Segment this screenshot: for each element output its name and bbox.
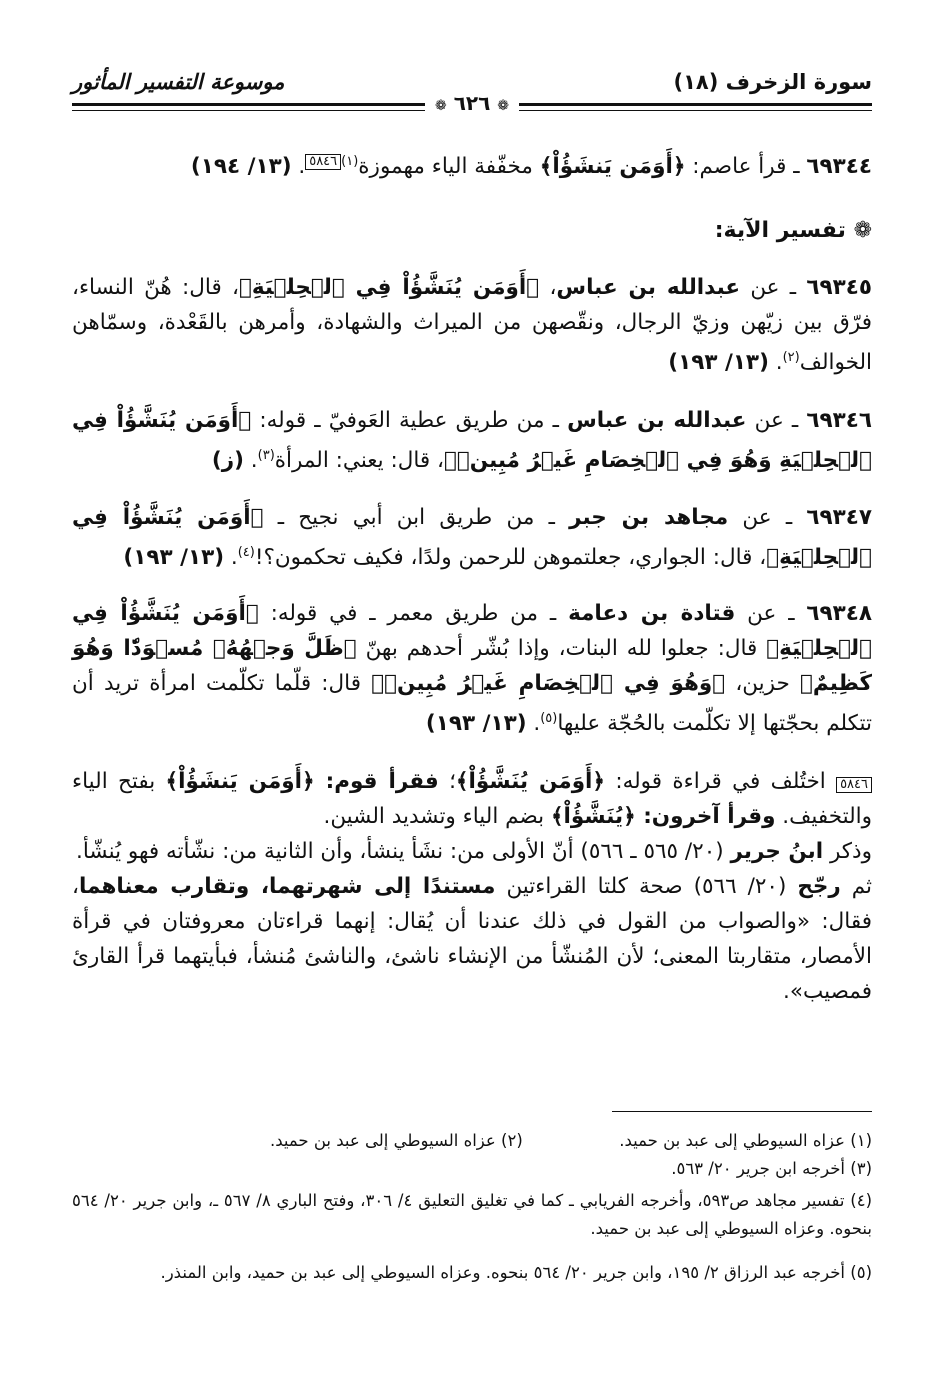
footnote-separator: [612, 1111, 872, 1112]
footnote-4: (٤) تفسير مجاهد ص٥٩٣، وأخرجه الفريابي ـ كما في تغليق التعليق ٤/ ٣٠٦، وفتح الباري ٨/ ٥٦٧ ـ، وابن جرير ٢٠/ ٥٦٤ بنحوه. وعزاه السيوطي إلى عبد بن حميد.: [72, 1191, 873, 1238]
note-paragraph-2: [72, 834, 872, 869]
note-text: اختُلف في قراءة قوله:: [605, 769, 837, 794]
page-number-value: ٦٢٦: [453, 91, 491, 115]
entry-number: ٦٩٣٤٨: [806, 601, 873, 626]
entry-number: ٦٩٣٤٧: [806, 505, 873, 530]
footnote-ref: (٢): [782, 350, 800, 365]
entry-number: ٦٩٣٤٥: [806, 275, 872, 300]
narrator-name: مجاهد بن جبر: [569, 505, 729, 530]
page-number-container: [0, 91, 944, 115]
running-header-surah: سورة الزخرف (١٨): [673, 70, 872, 94]
footnote-ref: (١): [341, 154, 359, 169]
footnote-ref: (٥): [540, 711, 558, 726]
flower-ornament-icon: ❁: [853, 218, 872, 243]
entry-text: مخفّفة الياء مهموزة: [358, 154, 540, 180]
section-title: [715, 218, 872, 243]
narrator-name: عبدالله بن عباس: [567, 408, 747, 433]
footnote-3: (٣) أخرجه ابن جرير ٢٠/ ٥٦٣.: [671, 1159, 872, 1178]
section-title-text: تفسير الآية:: [714, 218, 846, 243]
entry-69348: ٦٩٣٤٨ ـ عن قتادة بن دعامة ـ من طريق معمر ـ في قوله: ﴿أَوَمَن يُنَشَّؤُاْ فِي ٱلۡحِلۡيَةِ﴾ قال: جعلوا لله البنات، وإذا بُشّر أحدهم بهنّ ﴿ظَلَّ وَجۡهُهُۥ مُسۡوَدّٗا وَهُوَ كَظِيمٌ﴾ حزين، ﴿وَهُوَ فِي ٱلۡخِصَامِ غَيۡرُ مُبِينٖ﴾ قال: قلّما تكلّمت امرأة تريد أن تتكلم بحجّتها إلا تكلّمت بالحُجّة عليها$^{(٥)}$. (١٣/ ١٩٣): [72, 601, 873, 737]
entry-text: حزين،: [725, 671, 800, 696]
entry-69347: ٦٩٣٤٧ ـ عن مجاهد بن جبر ـ من طريق ابن أبي نجيح ـ ﴿أَوَمَن يُنَشَّؤُاْ فِي ٱلۡحِلۡيَةِ﴾، قال: الجواري، جعلتموهن للرحمن ولدًا، فكيف تحكمون؟!$^{(٤)}$. (١٣/ ١٩٣): [72, 505, 873, 571]
entry-text: قال: جعلوا لله البنات، وإذا بُشّر أحدهم بهنّ: [356, 636, 767, 661]
footnote-ref: (٣): [257, 448, 275, 463]
note-paragraph-1: [72, 764, 872, 834]
note-text: بفتح الياء والتخفيف.: [72, 769, 872, 829]
entry-text: ، قال: الجواري، جعلتموهن للرحمن ولدًا، فكيف تحكمون؟!: [254, 545, 767, 571]
quran-verse: ﴿أَوَمَن يُنَشَّؤُاْ﴾: [455, 769, 606, 794]
note-text: بضم الياء وتشديد الشين.: [323, 804, 551, 829]
quran-verse: ﴿أَوَمَن يَنشَؤُاْ﴾: [539, 154, 686, 180]
entry-text: ـ قرأ عاصم:: [685, 154, 800, 180]
entry-text: ـ عن: [728, 505, 807, 530]
note-bold: ابنُ جرير: [730, 839, 824, 864]
quran-verse: ﴿أَوَمَن يُنَشَّؤُاْ فِي ٱلۡحِلۡيَةِ﴾: [238, 275, 540, 300]
quran-verse: ﴿ظَلَّ وَجۡهُهُۥ مُسۡوَدّٗا وَهُوَ كَظِيمٌ﴾: [72, 636, 872, 696]
entry-69344: ٦٩٣٤٤ ـ قرأ عاصم: ﴿أَوَمَن يَنشَؤُاْ﴾ مخفّفة الياء مهموزة$^{(١)}$٥٨٤٦. (١٣/ ١٩٤): [190, 154, 872, 180]
note-box-label: ٥٨٤٦: [836, 777, 872, 793]
source-ref: (١٣/ ١٩٣): [668, 350, 769, 376]
note-text: (٢٠/ ٥٦٥ ـ ٥٦٦) أنّ الأولى من: نشَأ ينشأ، وأن الثانية من: نشّأته فهو يُنشّأ.: [76, 839, 731, 864]
quran-verse: ﴿أَوَمَن يُنَشَّؤُاْ فِي ٱلۡحِلۡيَةِ وَهُوَ فِي ٱلۡخِصَامِ غَيۡرُ مُبِينٖ﴾: [72, 408, 872, 474]
quran-verse: ﴿يُنَشَّؤُاْ﴾: [550, 804, 636, 829]
source-ref: (ز): [211, 448, 244, 474]
note-paragraph-3: [72, 869, 872, 1009]
narrator-name: عبدالله بن عباس: [556, 275, 741, 300]
page-number: [425, 91, 519, 115]
entry-text: ، قال: هُنّ النساء، فرّق بين زيّهن وزيّ الرجال، ونقّصهن من الميراث والشهادة، وأمرهن بالقَعْدة، وسمّاهن الخوالف: [72, 275, 872, 376]
ornament-right-icon: ❁: [497, 98, 510, 114]
note-text: (٢٠/ ٥٦٦) صحة كلتا القراءتين: [495, 874, 798, 899]
note-text: ثم: [840, 874, 872, 899]
footnote-1: (١) عزاه السيوطي إلى عبد بن حميد.: [619, 1131, 872, 1150]
quran-verse: ﴿وَهُوَ فِي ٱلۡخِصَامِ غَيۡرُ مُبِينٖ﴾: [371, 671, 726, 696]
entry-text: ـ من طريق عطية العَوفيّ ـ قوله:: [251, 408, 568, 433]
entry-text: ـ عن: [735, 601, 807, 626]
note-bold: مستندًا إلى شهرتهما، وتقارب معناهما: [78, 874, 496, 899]
entry-number: ٦٩٣٤٦: [806, 408, 872, 433]
footnote-2: (٢) عزاه السيوطي إلى عبد بن حميد.: [270, 1131, 523, 1150]
quran-verse: ﴿أَوَمَن يُنَشَّؤُاْ فِي ٱلۡحِلۡيَةِ﴾: [72, 601, 873, 661]
note-bold: فقرأ قوم:: [314, 769, 439, 794]
note-block: [72, 764, 872, 1009]
source-ref: (١٣/ ١٩٣): [123, 545, 225, 571]
source-ref: (١٣/ ١٩٤): [190, 154, 292, 180]
note-text: وذكر: [823, 839, 872, 864]
ornament-left-icon: ❁: [434, 98, 447, 114]
entry-text: ، قال: يعني: المرأة: [274, 448, 444, 474]
entry-69345: ٦٩٣٤٥ ـ عن عبدالله بن عباس، ﴿أَوَمَن يُنَشَّؤُاْ فِي ٱلۡحِلۡيَةِ﴾، قال: هُنّ النساء، فرّق بين زيّهن وزيّ الرجال، ونقّصهن من الميراث والشهادة، وأمرهن بالقَعْدة، وسمّاهن الخوالف$^{(٢)}$. (١٣/ ١٩٣): [72, 275, 872, 376]
note-text: ؛: [438, 769, 456, 794]
running-header-book-title: موسوعة التفسير المأثور: [72, 70, 285, 94]
note-text: ، فقال: «والصواب من القول في ذلك عندنا أن يُقال: إنهما قراءتان معروفتان في قرأة الأمصار، متقاربتا المعنى؛ لأن المُنشّأ من الإنشاء ناشئ، والناشئ مُنشأ، فبأيتهما قرأ القارئ فمصيب».: [72, 874, 872, 1004]
footnote-5: (٥) أخرجه عبد الرزاق ٢/ ١٩٥، وابن جرير ٢٠/ ٥٦٤ بنحوه. وعزاه السيوطي إلى عبد بن حميد، وابن المنذر.: [160, 1263, 872, 1282]
entry-number: ٦٩٣٤٤: [806, 154, 872, 180]
entry-text: قال: قلّما تكلّمت امرأة تريد أن تتكلم بحجّتها إلا تكلّمت بالحُجّة عليها: [72, 671, 872, 737]
note-bold: وقرأ آخرون:: [635, 804, 776, 829]
entry-text: ـ عن: [746, 408, 807, 433]
footnote-ref: (٤): [237, 545, 255, 560]
entry-text: ،: [539, 275, 557, 300]
narrator-name: قتادة بن دعامة: [568, 601, 736, 626]
source-ref: (١٣/ ١٩٣): [425, 711, 527, 737]
entry-text: ـ عن: [740, 275, 807, 300]
entry-text: ـ من طريق ابن أبي نجيح ـ: [263, 505, 570, 530]
quran-verse: ﴿أَوَمَن يَنشَؤُاْ﴾: [165, 769, 315, 794]
note-bold: رجّح: [797, 874, 841, 899]
entry-69346: ٦٩٣٤٦ ـ عن عبدالله بن عباس ـ من طريق عطية العَوفيّ ـ قوله: ﴿أَوَمَن يُنَشَّؤُاْ فِي ٱلۡحِلۡيَةِ وَهُوَ فِي ٱلۡخِصَامِ غَيۡرُ مُبِينٖ﴾، قال: يعني: المرأة$^{(٣)}$. (ز): [72, 408, 872, 474]
entry-text: ـ من طريق معمر ـ في قوله:: [258, 601, 569, 626]
quran-verse: ﴿أَوَمَن يُنَشَّؤُاْ فِي ٱلۡحِلۡيَةِ﴾: [72, 505, 872, 571]
note-box-ref: ٥٨٤٦: [305, 154, 341, 170]
